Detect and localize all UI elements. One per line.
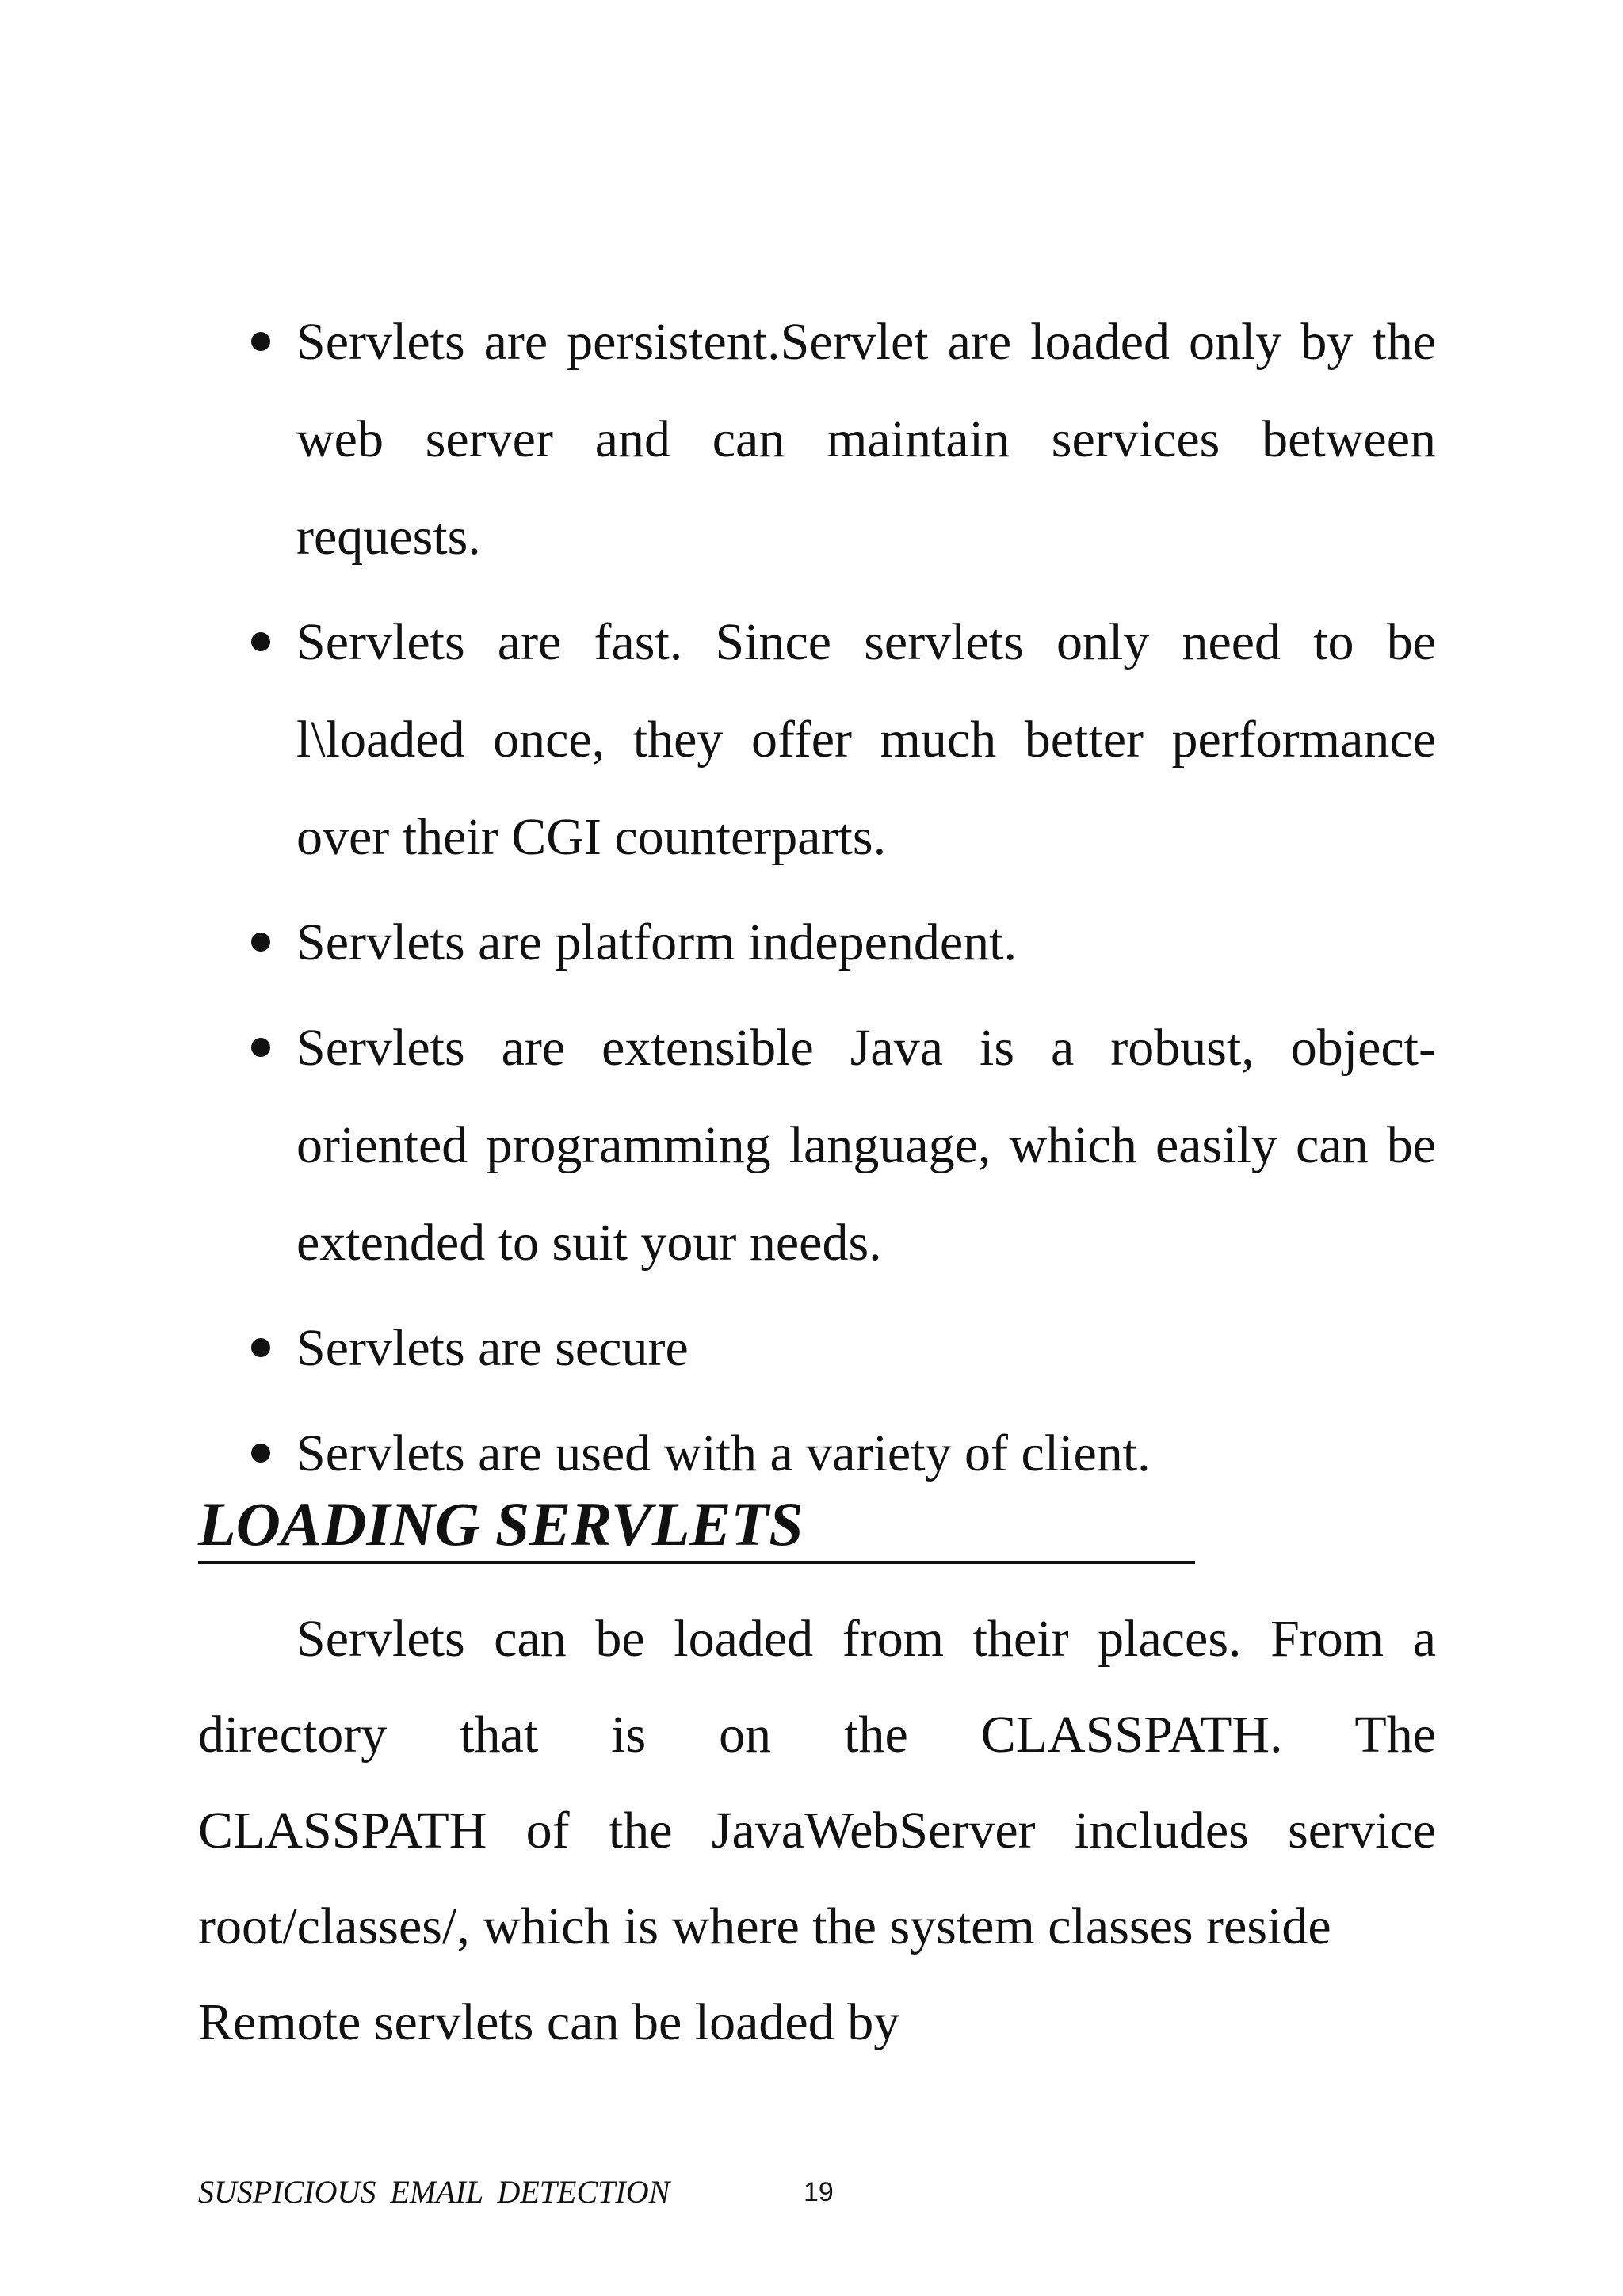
footer-page-number: 19 (804, 2177, 834, 2207)
bullet-dot-icon (251, 632, 270, 651)
bullet-item (200, 293, 1436, 585)
bullet-dot-icon (251, 933, 270, 952)
bullet-item (200, 593, 1436, 886)
paragraph-line: CLASSPATH of the JavaWebServer includes service (198, 1802, 1436, 1859)
bullet-dot-icon (251, 1444, 270, 1463)
bullet-text: Servlets are platform independent. (296, 913, 1018, 971)
section-heading: LOADING SERVLETS (198, 1489, 804, 1558)
bullet-dot-icon (251, 1338, 270, 1357)
bullet-item (200, 999, 1436, 1291)
paragraph-line: Remote servlets can be loaded by (198, 1993, 900, 2051)
bullet-text: Servlets are extensible Java is a robust, object-oriented programming language, which easily can be extended to suit your needs. (296, 1019, 1436, 1272)
bullet-text: Servlets are secure (296, 1319, 689, 1377)
bullet-text: Servlets are persistent.Servlet are loaded only by the web server and can maintain services between requests. (296, 313, 1436, 566)
bullet-item (200, 894, 1436, 991)
section-heading-underline (198, 1488, 1195, 1564)
section-paragraph (198, 1591, 1436, 2070)
footer-document-title: SUSPICIOUS EMAIL DETECTION (198, 2174, 670, 2210)
feature-bullet-list (200, 293, 1436, 1510)
bullet-item (200, 1299, 1436, 1397)
bullet-text: Servlets are fast. Since servlets only need to be l\loaded once, they offer much better performance over their CGI counterparts. (296, 613, 1436, 866)
bullet-dot-icon (251, 1038, 270, 1057)
paragraph-line: directory that is on the CLASSPATH. The (198, 1706, 1436, 1764)
bullet-dot-icon (251, 332, 270, 351)
bullet-text: Servlets are used with a variety of client. (296, 1425, 1151, 1482)
paragraph-line: root/classes/, which is where the system classes reside (198, 1897, 1331, 1955)
paragraph-line: Servlets can be loaded from their places. From a (296, 1610, 1436, 1668)
